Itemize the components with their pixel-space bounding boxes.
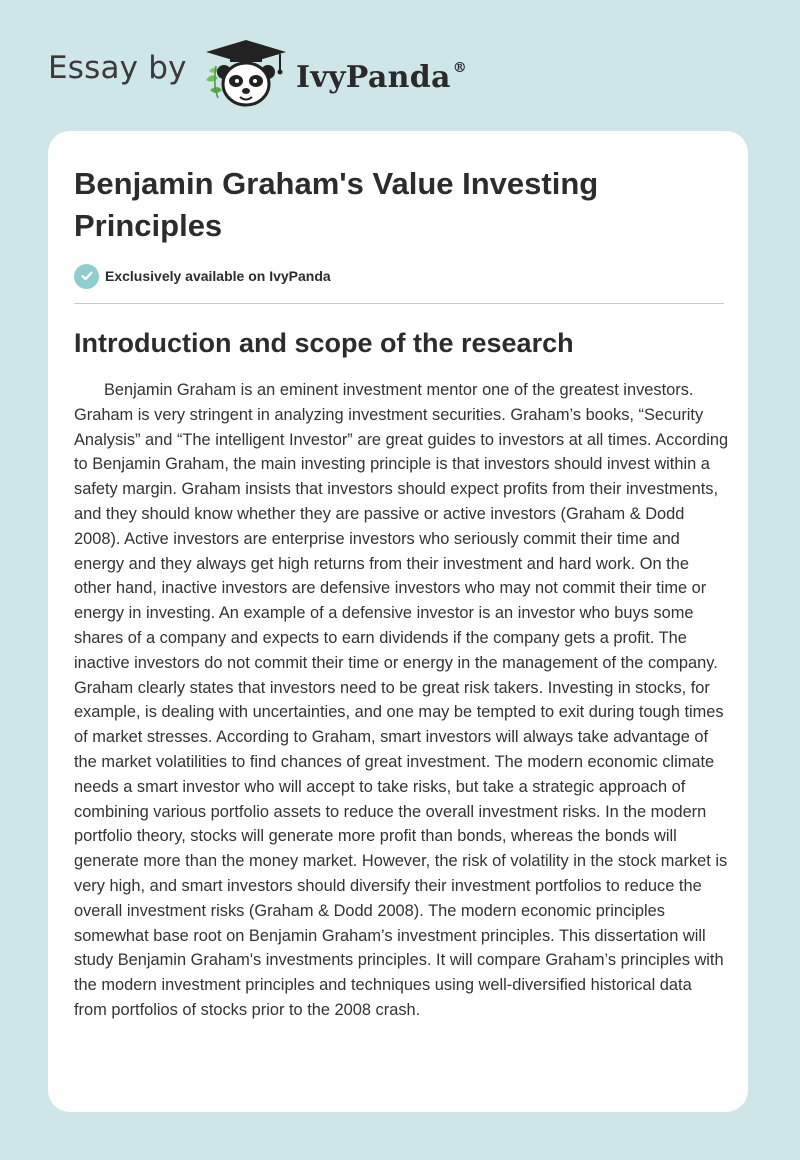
exclusive-label: Exclusively available on IvyPanda <box>105 268 331 284</box>
exclusive-notice <box>74 263 331 289</box>
panda-graduate-logo-icon[interactable] <box>200 36 292 110</box>
divider <box>74 303 724 304</box>
brand-name[interactable] <box>296 52 467 98</box>
section-heading: Introduction and scope of the research <box>74 328 574 358</box>
essay-by-label: Essay by <box>48 50 187 86</box>
brand-name-text: IvyPanda <box>296 60 451 95</box>
body-paragraph: Benjamin Graham is an eminent investment mentor one of the greatest investors. Graham is very stringent in analyzing investment securities. Graham’s books, “Security Analysis” and “The intelligent Investor” are great guides to investors at all times. According to Benjamin Graham, the main investing principle is that investors should invest within a safety margin. Graham insists that investors should expect profits from their investments, and they should know whether they are passive or active investors (Graham & Dodd 2008). Active investors are enterprise investors who seriously commit their time and energy and they always get high returns from their investment and hard work. On the other hand, inactive investors are defensive investors who may not commit their time or energy in investing. An example of a defensive investor is an investor who buys some shares of a company and expects to earn dividends if the company gets a profit. The inactive investors do not commit their time or energy in the management of the company. Graham clearly states that investors need to be great risk takers. Investing in stocks, for example, is dealing with uncertainties, and one may be tempted to exit during tough times of market stresses. According to Graham, smart investors will always take advantage of the market volatilities to find chances of great investment. The modern economic climate needs a smart investor who will accept to take risks, but take a strategic approach of combining various portfolio assets to reduce the overall investment risks. In the modern portfolio theory, stocks will generate more profit than bonds, whereas the bonds will generate more than the money market. However, the risk of volatility in the stock market is very high, and smart investors should diversify their investment portfolios to reduce the overall investment risks (Graham & Dodd 2008). The modern economic principles somewhat base root on Benjamin Graham’s investment principles. This dissertation will study Benjamin Graham's investments principles. It will compare Graham’s principles with the modern investment principles and techniques using well-diversified historical data from portfolios of stocks prior to the 2008 crash. <box>74 381 729 1019</box>
essay-title: Benjamin Graham's Value Investing Principles <box>74 166 599 243</box>
essay-card <box>48 131 748 1112</box>
site-header <box>0 0 800 120</box>
checkmark-badge-icon <box>74 264 99 289</box>
registered-mark: ® <box>452 60 468 76</box>
